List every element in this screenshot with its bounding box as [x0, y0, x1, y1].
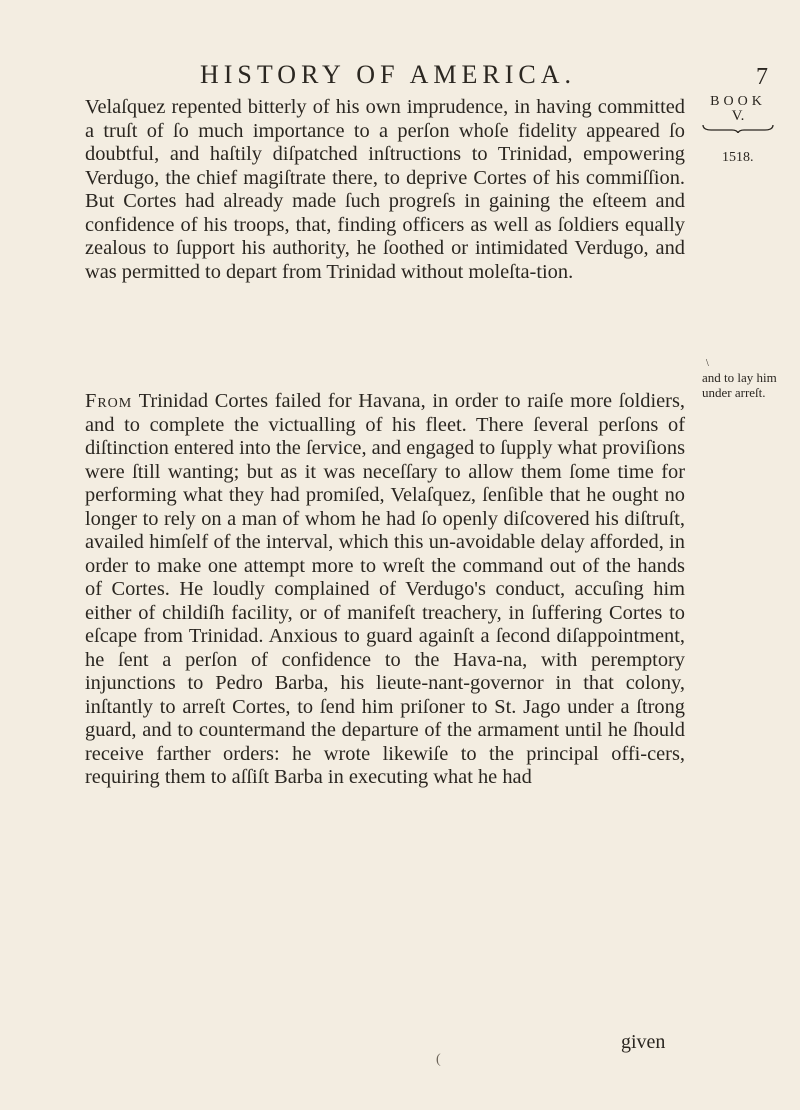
margin-book-volume: V.: [731, 108, 745, 124]
paragraph-2-text: Trinidad Cortes failed for Havana, in order to raiſe more ſoldiers, and to complete the victualling of his fleet. There ſeveral perſons of diſtinction entered into the ſervice, and engaged to ſupply what proviſions were ſtill wanting; but as it was neceſſary to allow them ſome time for performing what they had promiſed, Velaſquez, ſenſible that he ought no longer to rely on a man of whom he had ſo openly diſcovered his diſtruſt, availed himſelf of the interval, which this un-avoidable delay afforded, in order to make one attempt more to wreſt the command out of the hands of Cortes. He loudly complained of Verdugo's conduct, accuſing him either of childiſh facility, or of manifeſt treachery, in ſuffering Cortes to eſcape from Trinidad. Anxious to guard againſt a ſecond diſappointment, he ſent a perſon of confidence to the Hava-na, with peremptory injunctions to Pedro Barba, his lieute-nant-governor in that colony, inſtantly to arreſt Cortes, to ſend him priſoner to St. Jago under a ſtrong guard, and to countermand the departure of the armament until he ſhould receive farther orders: he wrote likewiſe to the principal offi-cers, requiring them to aſſiſt Barba in executing what he had: [85, 390, 685, 788]
paragraph-2-lead: From: [85, 390, 133, 412]
margin-tick: \: [706, 358, 709, 369]
margin-note: [702, 358, 792, 400]
page-number: 7: [756, 64, 768, 90]
catchword: given: [621, 1031, 666, 1053]
margin-book-label: BOOK: [710, 94, 766, 109]
paragraph-2: [85, 390, 685, 790]
paragraph-1: Velaſquez repented bitterly of his own imprudence, in having committed a truſt of ſo much importance to a perſon whoſe fidelity appeared ſo doubtful, and haſtily diſpatched inſtructions to Trinidad, empowering Verdugo, the chief magiſtrate there, to deprive Cortes of his commiſſion. But Cortes had already made ſuch progreſs in gaining the eſteem and confidence of his troops, that, finding officers as well as ſoldiers equally zealous to ſupport his authority, he ſoothed or intimidated Verdugo, and was permitted to depart from Trinidad without moleſta-tion.: [85, 96, 685, 283]
margin-year: 1518.: [722, 150, 754, 165]
running-title: HISTORY OF AMERICA.: [200, 60, 576, 89]
margin-book-marker: [698, 94, 778, 133]
stray-mark: (: [436, 1052, 441, 1067]
margin-note-text: and to lay him under arreſt.: [702, 370, 777, 400]
